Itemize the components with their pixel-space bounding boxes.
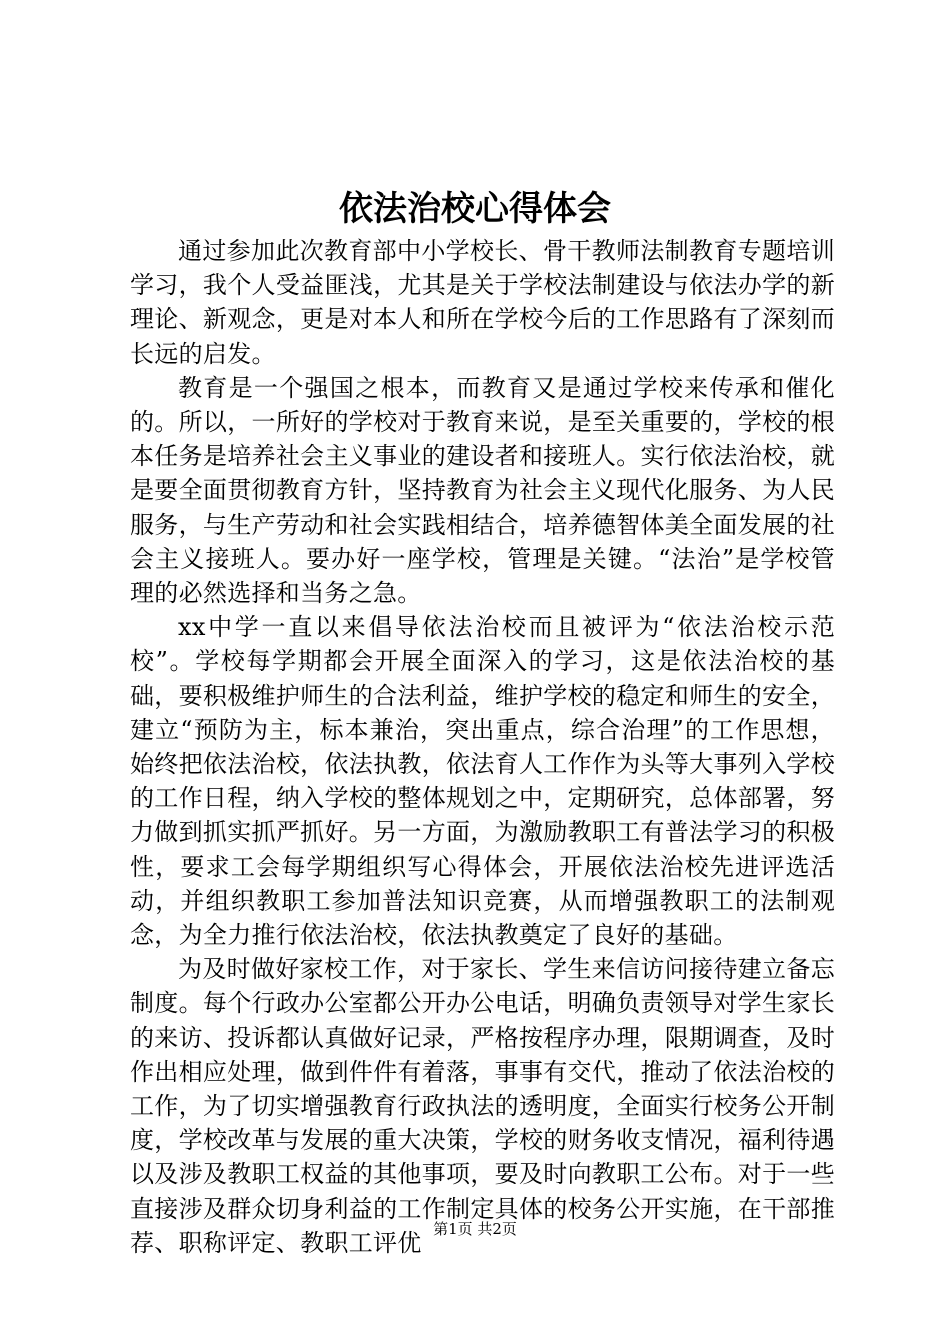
paragraph-2: 教育是一个强国之根本，而教育又是通过学校来传承和催化的。所以，一所好的学校对于教育来说，是至关重要的，学校的根本任务是培养社会主义事业的建设者和接班人。实行依法治校，就是要全面贯彻教育方针，坚持教育为社会主义现代化服务、为人民服务，与生产劳动和社会实践相结合，培养德智体美全面发展的社会主义接班人。要办好一座学校，管理是关键。“法治”是学校管理的必然选择和当务之急。: [130, 373, 835, 608]
page-footer: 第1页 共2页: [433, 1220, 517, 1238]
paragraph-4: 为及时做好家校工作，对于家长、学生来信访问接待建立备忘制度。每个行政办公室都公开办公电话，明确负责领导对学生家长的来访、投诉都认真做好记录，严格按程序办理，限期调查，及时作出相应处理，做到件件有着落，事事有交代，推动了依法治校的工作，为了切实增强教育行政执法的透明度，全面实行校务公开制度，学校改革与发展的重大决策，学校的财务收支情况，福利待遇以及涉及教职工权益的其他事项，要及时向教职工公布。对于一些直接涉及群众切身利益的工作制定具体的校务公开实施，在干部推荐、职称评定、教职工评优: [130, 955, 835, 1257]
paragraph-3: xx中学一直以来倡导依法治校而且被评为“依法治校示范校”。学校每学期都会开展全面深入的学习，这是依法治校的基础，要积极维护师生的合法利益，维护学校的稳定和师生的安全，建立“预防为主，标本兼治，突出重点，综合治理”的工作思想，始终把依法治校，依法执教，依法育人工作作为头等大事列入学校的工作日程，纳入学校的整体规划之中，定期研究，总体部署，努力做到抓实抓严抓好。另一方面，为激励教职工有普法学习的积极性，要求工会每学期组织写心得体会，开展依法治校先进评选活动，并组织教职工参加普法知识竞赛，从而增强教职工的法制观念，为全力推行依法治校，依法执教奠定了良好的基础。: [130, 613, 835, 950]
document-body: [130, 234, 835, 1260]
document-title: 依法治校心得体会: [339, 189, 611, 229]
paragraph-1: 通过参加此次教育部中小学校长、骨干教师法制教育专题培训学习，我个人受益匪浅，尤其是关于学校法制建设与依法办学的新理论、新观念，更是对本人和所在学校今后的工作思路有了深刻而长远的启发。: [130, 237, 835, 368]
